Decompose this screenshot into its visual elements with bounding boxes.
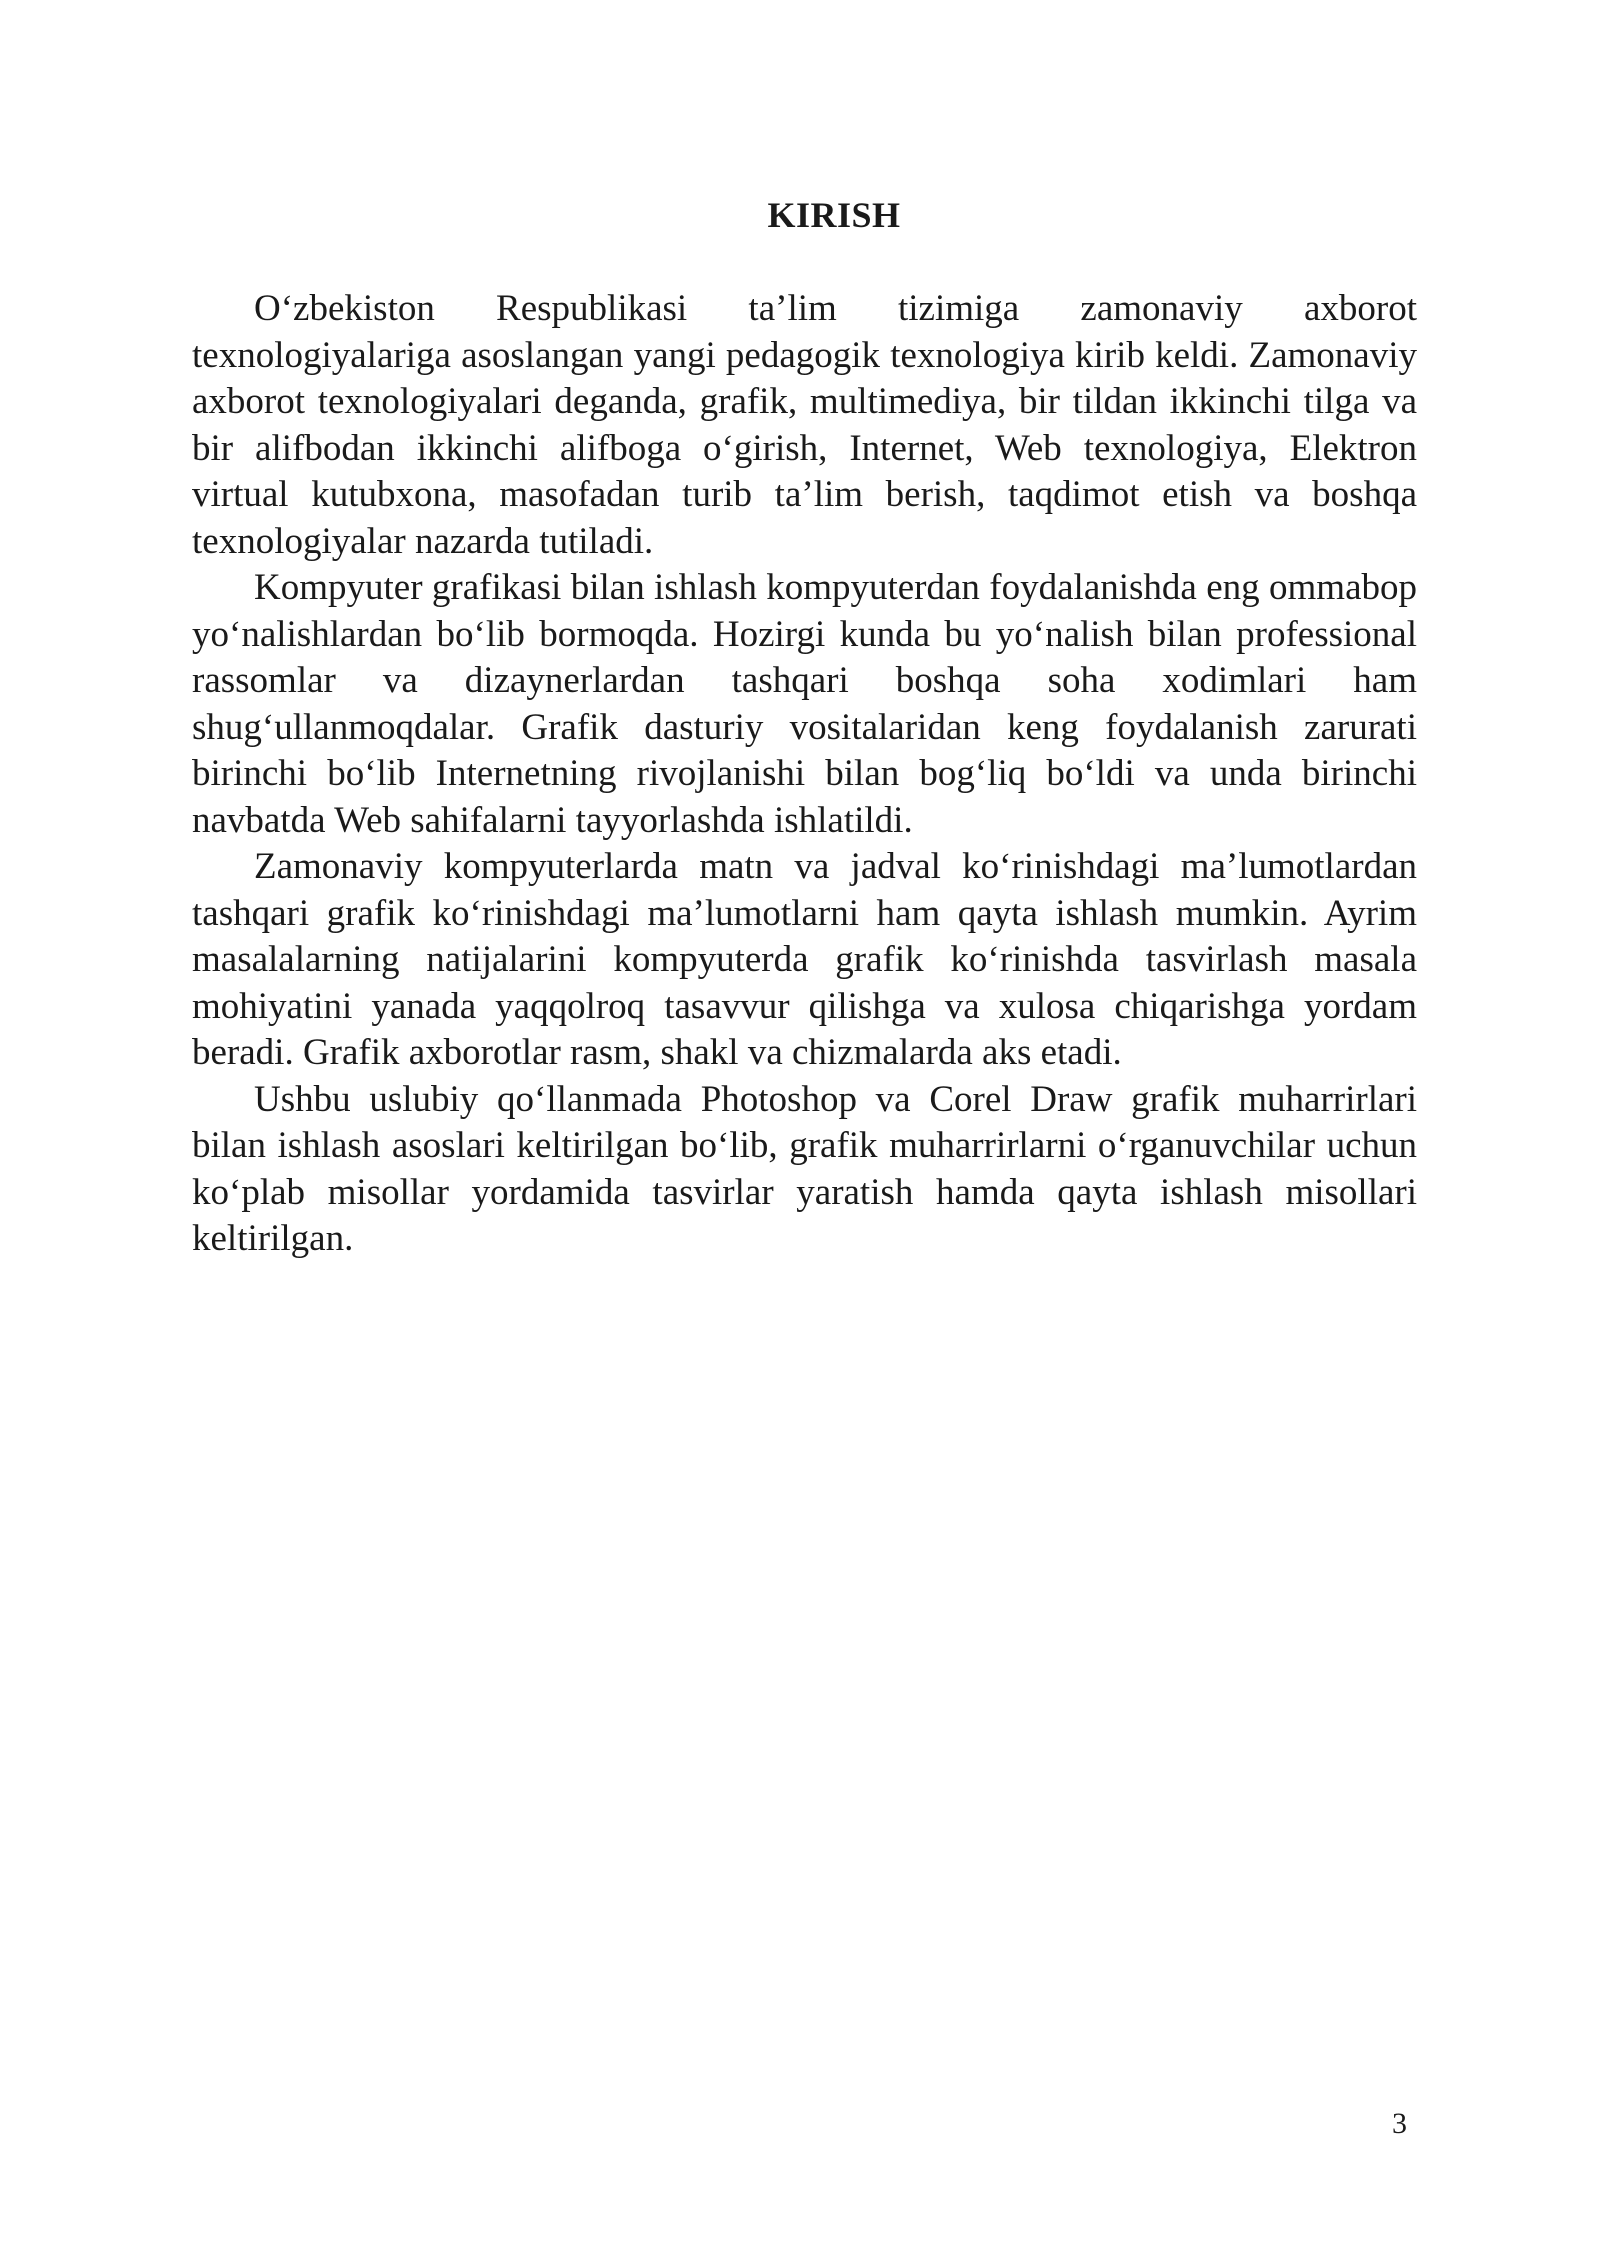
paragraph-2: Kompyuter grafikasi bilan ishlash kompyuterdan foydalanishda eng ommabop yo‘nalishlardan bo‘lib bormoqda. Hozirgi kunda bu yo‘nalish bilan professional rassomlar va dizaynerlardan tashqari boshqa soha xodimlari ham shug‘ullanmoqdalar. Grafik dasturiy vositalaridan keng foydalanish zarurati birinchi bo‘lib Internetning rivojlanishi bilan bog‘liq bo‘ldi va unda birinchi navbatda Web sahifalarni tayyorlashda ishlatildi. [192,567,1417,841]
paragraph-1: O‘zbekiston Respublikasi ta’lim tizimiga zamonaviy axborot texnologiyalariga asoslangan yangi pedagogik texnologiya kirib keldi. Zamonaviy axborot texnologiyalari deganda, grafik, multimediya, bir tildan ikkinchi tilga va bir alifbodan ikkinchi alifboga o‘girish, Internet, Web texnologiya, Elektron virtual kutubxona, masofadan turib ta’lim berish, taqdimot etish va boshqa texnologiyalar nazarda tutiladi. [192,288,1417,562]
section-title: KIRISH [767,195,901,235]
body-text [192,286,1417,1263]
paragraph-3: Zamonaviy kompyuterlarda matn va jadval ko‘rinishdagi ma’lumotlardan tashqari grafik ko‘rinishdagi ma’lumotlarni ham qayta ishlash mumkin. Ayrim masalalarning natijalarini kompyuterda grafik ko‘rinishda tasvirlash masala mohiyatini yanada yaqqolroq tasavvur qilishga va xulosa chiqarishga yordam beradi. Grafik axborotlar rasm, shakl va chizmalarda aks etadi. [192,846,1417,1073]
page-number: 3 [1392,2107,1407,2140]
paragraph-4: Ushbu uslubiy qo‘llanmada Photoshop va Corel Draw grafik muharrirlari bilan ishlash asoslari keltirilgan bo‘lib, grafik muharrirlarni o‘rganuvchilar uchun ko‘plab misollar yordamida tasvirlar yaratish hamda qayta ishlash misollari keltirilgan. [192,1078,1417,1259]
